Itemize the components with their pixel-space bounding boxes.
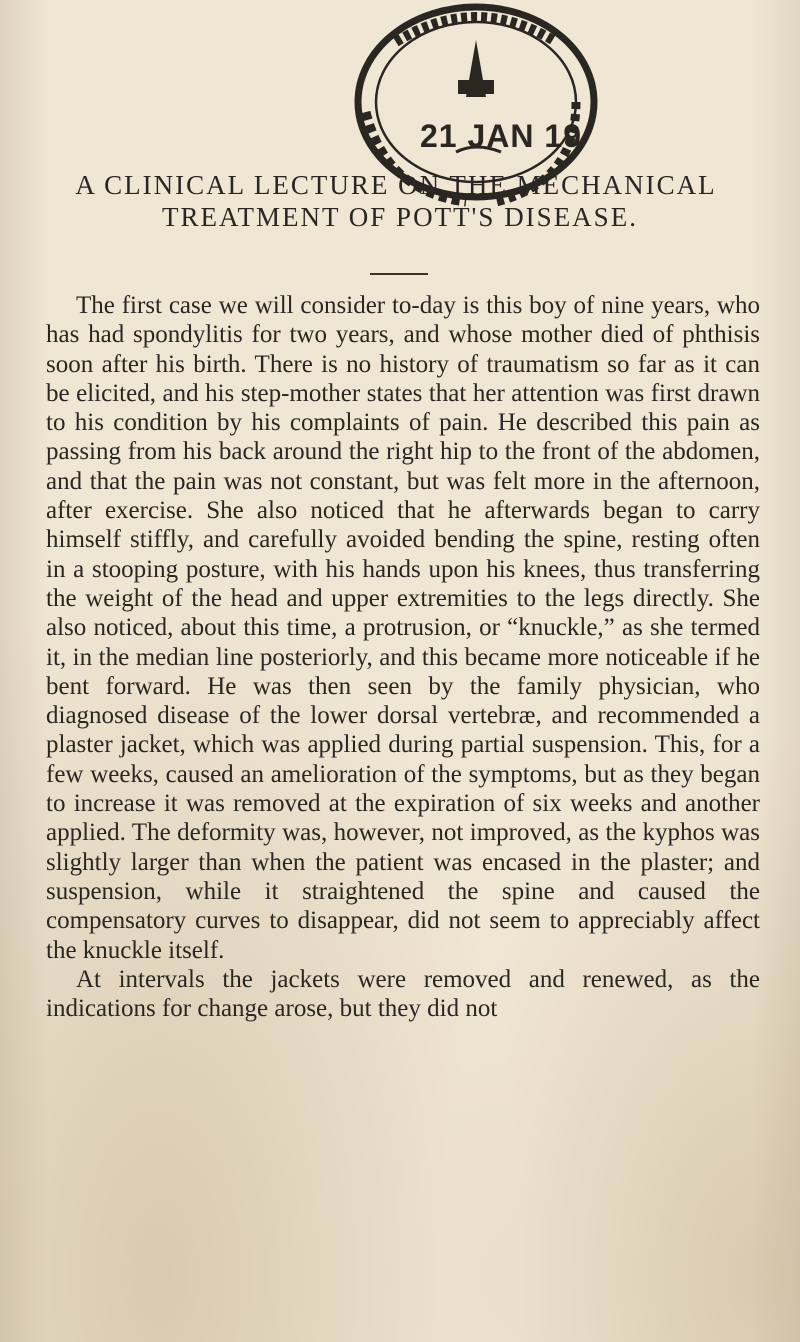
lecture-title-line-1: A CLINICAL LECTURE ON THE MECHANICAL — [75, 170, 717, 200]
paragraph: The first case we will consider to-day is this boy of nine years, who has had spondylitis for two years, and whose mother died of phthisis soon after his birth. There is no history of traumatism so far as it can be elicited, and his step-mother states that her attention was first drawn to his condition by his complaints of pain. He described this pain as passing from his back around the right hip to the front of the abdomen, and that the pain was not constant, but was felt more in the afternoon, after exercise. She also noticed that he afterwards began to carry himself stiffly, and carefully avoided bending the spine, resting often in a stooping posture, with his hands upon his knees, thus transferring the weight of the head and upper extremities to the legs directly. She also noticed, about this time, a protrusion, or “knuckle,” as she termed it, in the median line posteriorly, and this became more noticeable if he bent forward. He was then seen by the family physician, who diagnosed disease of the lower dorsal vertebræ, and recommended a plaster jacket, which was applied during partial suspension. This, for a few weeks, caused an amelioration of the symptoms, but as they began to increase it was removed at the expiration of six weeks and another applied. The deformity was, however, not improved, as the kyphos was slightly larger than when the patient was encased in the plaster; and suspension, while it straightened the spine and caused the compensatory curves to disappear, did not seem to appreciably affect the knuckle itself. — [46, 292, 760, 964]
stamp-date: 21 JAN 19 — [420, 118, 582, 154]
title-divider — [370, 273, 428, 275]
lecture-title-line-2: TREATMENT OF POTT'S DISEASE. — [162, 202, 638, 232]
paragraph: At intervals the jackets were removed and renewed, as the indications for change arose, but they did not — [46, 965, 760, 1023]
lecture-body — [46, 291, 760, 1023]
